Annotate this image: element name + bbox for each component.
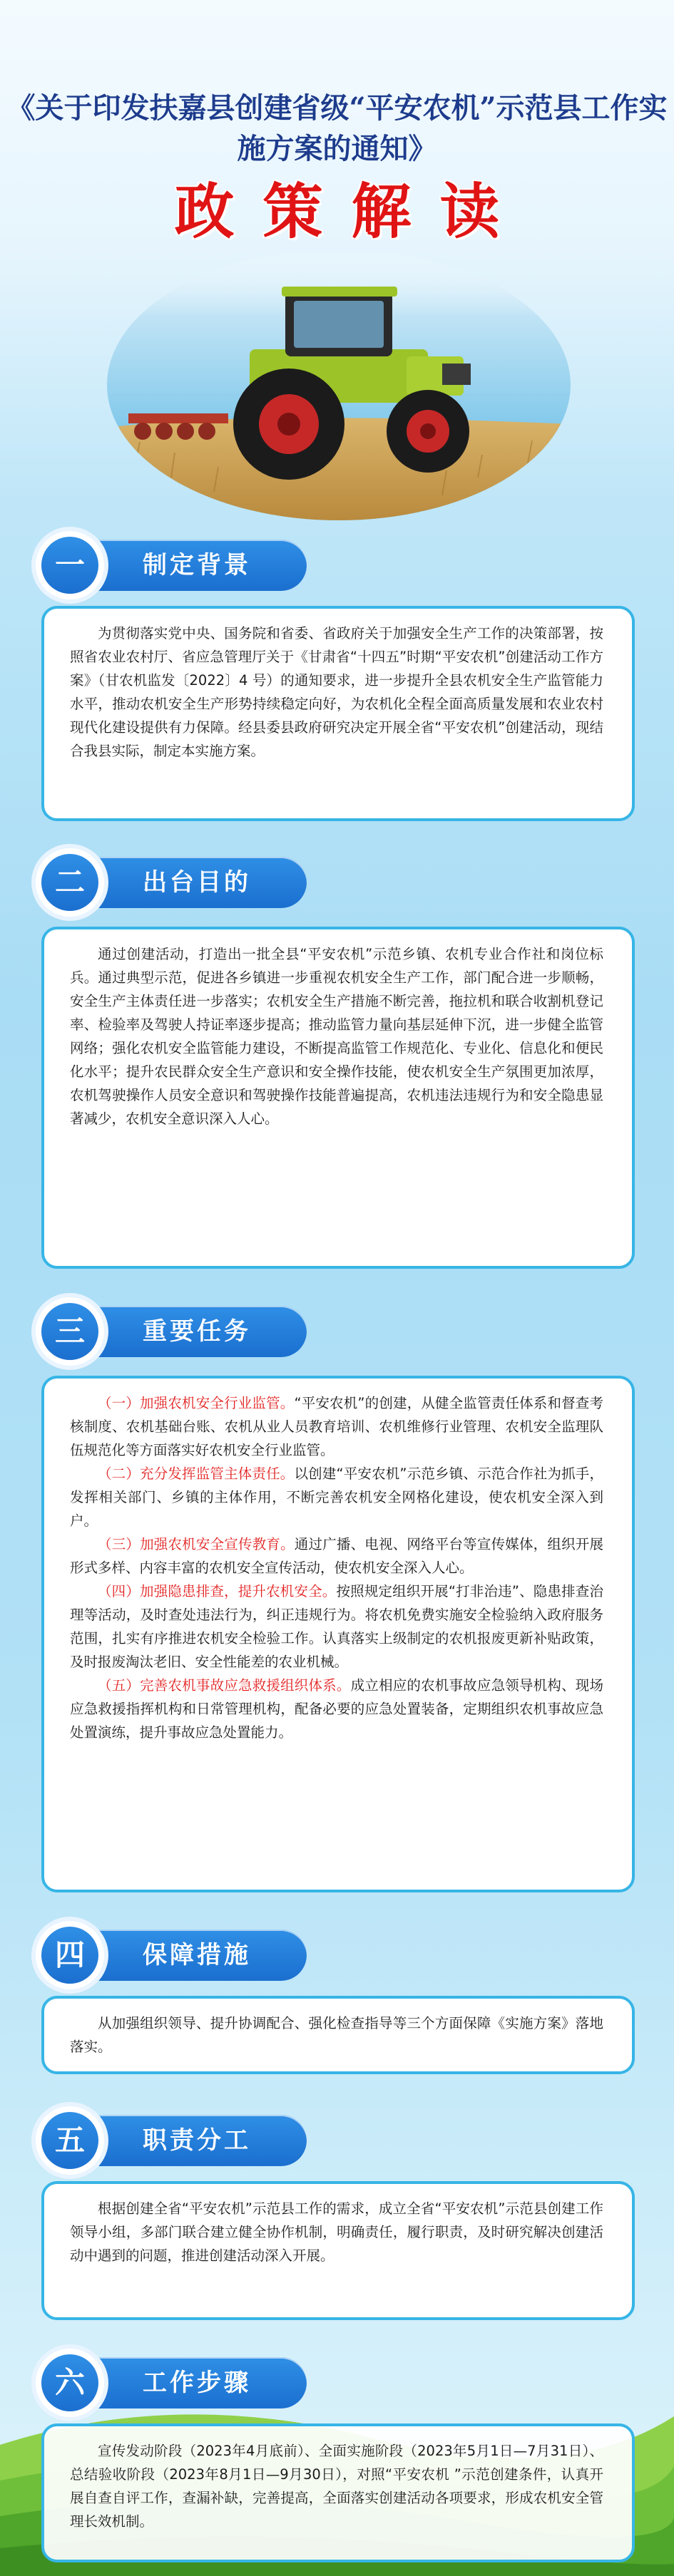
task-item (70, 1462, 603, 1532)
task-text: 按照规定组织开展“打非治违”、隐患排查治理等活动，及时查处违法行为，纠正违规行为。将农机免费实施安全检验纳入政府服务范围，扎实有序推进农机安全检验工作。认真落实上级制定的农机报废更新补贴政策，及时报废淘汰老旧、安全性能差的农业机械。 (70, 1583, 603, 1670)
section-paragraph: 通过创建活动，打造出一批全县“平安农机”示范乡镇、农机专业合作社和岗位标兵。通过典型示范，促进各乡镇进一步重视农机安全生产工作，部门配合进一步顺畅，安全生产主体责任进一步落实；农机安全生产措施不断完善，拖拉机和联合收割机登记率、检验率及驾驶人持证率逐步提高；推动监管力量向基层延伸下沉，进一步健全监管网络；强化农机安全监管能力建设，不断提高监管工作规范化、专业化、信息化和便民化水平；提升农民群众安全生产意识和安全操作技能，使农机安全生产氛围更加浓厚，农机驾驶操作人员安全意识和驾驶操作技能普遍提高，农机违法违规行为和安全隐患显著减少，农机安全意识深入人心。 (70, 946, 603, 1127)
task-text: 以创建“平安农机”示范乡镇、示范合作社为抓手，发挥相关部门、乡镇的主体作用，不断完善农机安全网格化建设，使农机安全深入到户。 (70, 1465, 603, 1529)
task-item (70, 1391, 603, 1462)
section-title: 重要任务 (143, 1317, 251, 1346)
page-title: 政策解读 (174, 176, 529, 247)
section-header-safeguards (36, 1921, 278, 1985)
section-paragraph: 为贯彻落实党中央、国务院和省委、省政府关于加强安全生产工作的决策部署，按照省农业农村厅、省应急管理厅关于《甘肃省“十四五”时期“平安农机”创建活动工作方案》（甘农机监发〔2022〕4 号）的通知要求，进一步提升全县农机安全生产监管能力水平，推动农机安全生产形势持续稳定向好，为农机化全程全面高质量发展和农业农村现代化建设提供有力保障。经县委县政府研究决定开展全省“平安农机”创建活动，现结合我县实际，制定本实施方案。 (70, 625, 603, 759)
task-item (70, 1532, 603, 1580)
section-number-badge (36, 1297, 104, 1366)
section-body-responsibilities (41, 2181, 635, 2320)
section-body-purpose (41, 927, 635, 1269)
section-header-tasks (36, 1297, 278, 1361)
section-body-tasks (41, 1376, 635, 1892)
task-item (70, 1674, 603, 1744)
section-number: 二 (41, 854, 98, 911)
section-number-badge (36, 1921, 104, 1989)
section-number: 一 (41, 537, 98, 594)
section-number-badge (36, 2106, 104, 2175)
section-header-responsibilities (36, 2106, 278, 2170)
task-text: 成立相应的农机事故应急领导机构、现场应急救援指挥机构和日常管理机构，配备必要的应急处置装备，定期组织农机事故应急处置演练，提升事故应急处置能力。 (70, 1677, 603, 1741)
task-heading: （二）充分发挥监管主体责任。 (98, 1465, 295, 1482)
section-title: 出台目的 (143, 868, 251, 897)
section-paragraph: 从加强组织领导、提升协调配合、强化检查指导等三个方面保障《实施方案》落地落实。 (70, 2015, 603, 2055)
section-body-steps (41, 2423, 635, 2562)
task-heading: （三）加强农机安全宣传教育。 (98, 1536, 295, 1552)
tractor-hero-image (107, 249, 571, 520)
section-number-badge (36, 531, 104, 599)
section-header-background (36, 531, 278, 595)
section-paragraph: 根据创建全省“平安农机”示范县工作的需求，成立全省“平安农机”示范县创建工作领导小组，多部门联合建立健全协作机制，明确责任，履行职责，及时研究解决创建活动中遇到的问题，推进创建活动深入开展。 (70, 2200, 603, 2264)
section-body-background (41, 606, 635, 821)
section-number: 六 (41, 2354, 98, 2411)
section-number: 四 (41, 1927, 98, 1984)
section-number: 三 (41, 1303, 98, 1360)
task-item (70, 1580, 603, 1674)
task-heading: （四）加强隐患排查，提升农机安全。 (98, 1583, 337, 1599)
section-paragraph: 宣传发动阶段（2023年4月底前）、全面实施阶段（2023年5月1日—7月31日）、总结验收阶段（2023年8月1日—9月30日），对照“平安农机 ”示范创建条件，认真开展自查自评工作，查漏补缺，完善提高，全面落实创建活动各项要求，形成农机安全管理长效机制。 (70, 2443, 603, 2530)
task-text: 通过广播、电视、网络平台等宣传媒体，组织开展形式多样、内容丰富的农机安全宣传活动，使农机安全深入人心。 (70, 1536, 603, 1576)
section-title: 保障措施 (143, 1941, 251, 1969)
task-text: “平安农机”的创建，从健全监管责任体系和督查考核制度、农机基础台账、农机从业人员教育培训、农机维修行业管理、农机安全监理队伍规范化等方面落实好农机安全行业监管。 (70, 1395, 603, 1458)
section-title: 制定背景 (143, 551, 251, 579)
section-number: 五 (41, 2112, 98, 2169)
task-heading: （五）完善农机事故应急救援组织体系。 (98, 1677, 351, 1694)
section-body-safeguards (41, 1996, 635, 2074)
section-title: 职责分工 (143, 2126, 251, 2155)
notice-title: 《关于印发扶嘉县创建省级“平安农机”示范县工作实施方案的通知》 (6, 91, 668, 165)
section-title: 工作步骤 (143, 2369, 251, 2397)
section-number-badge (36, 848, 104, 917)
section-header-purpose (36, 848, 278, 912)
task-heading: （一）加强农机安全行业监管。 (98, 1395, 295, 1411)
